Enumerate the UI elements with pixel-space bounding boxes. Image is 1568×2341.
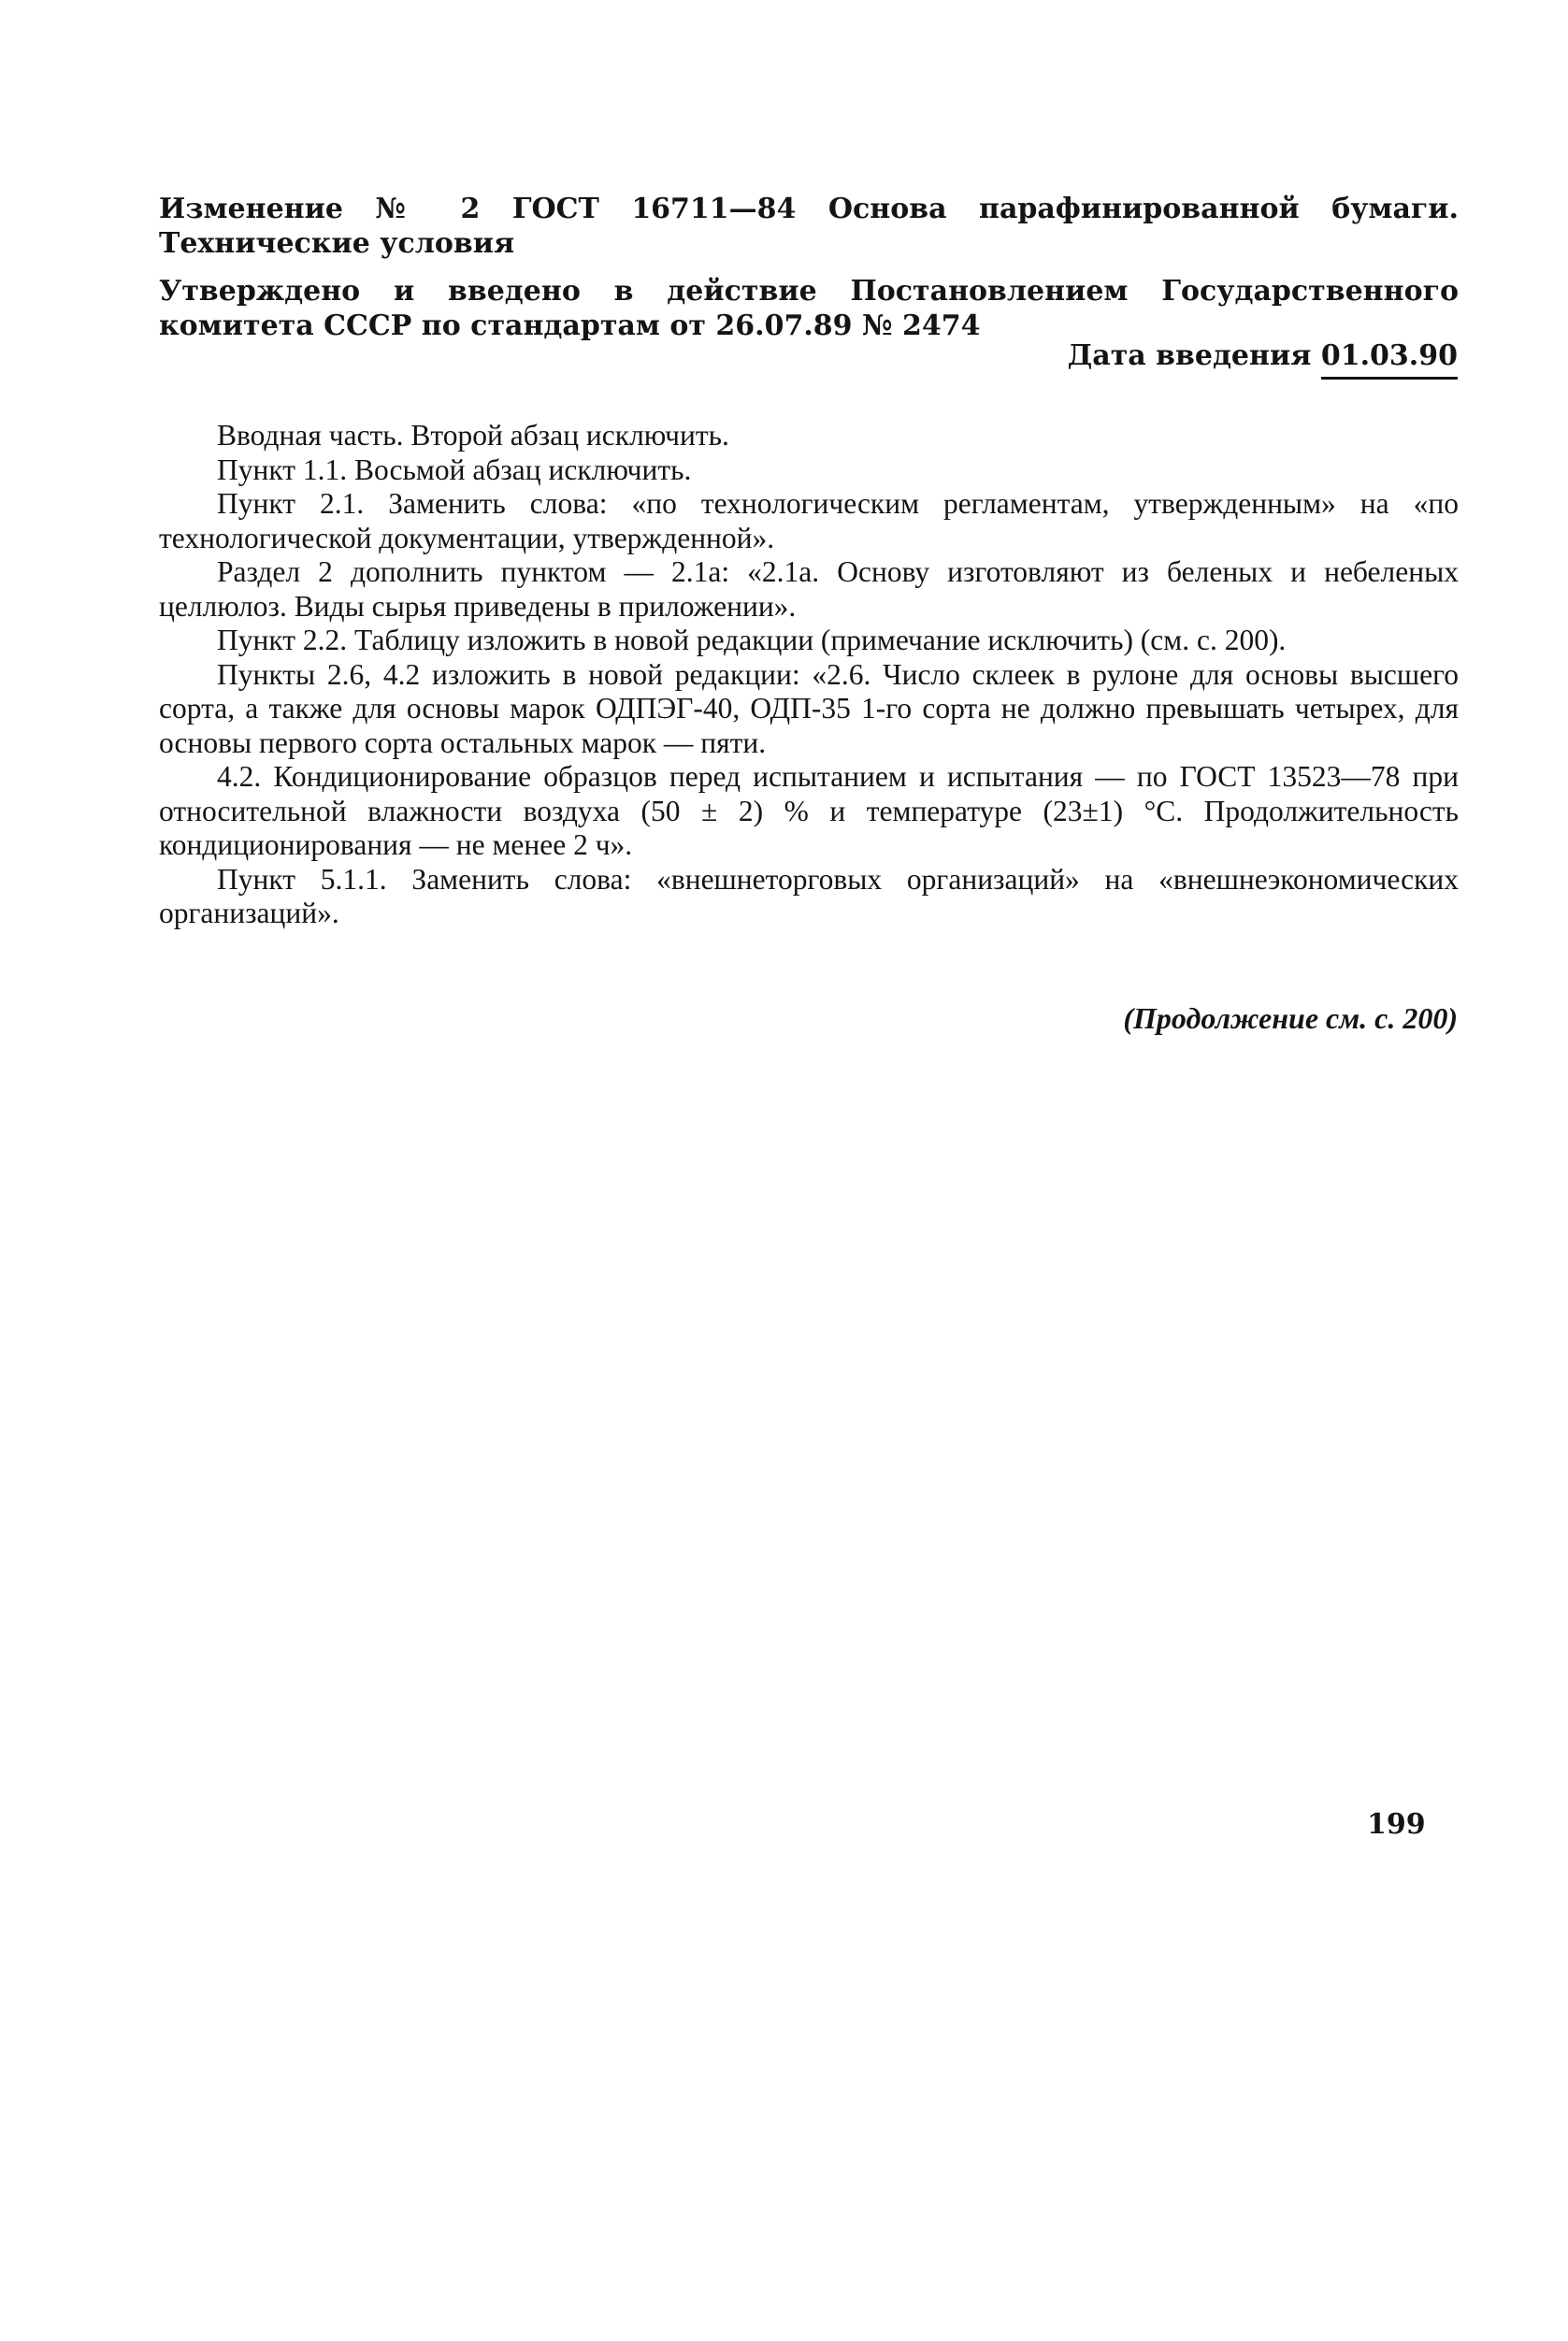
body-paragraph: Вводная часть. Второй абзац исключить.	[217, 419, 729, 452]
amendment-title: Изменение № 2 ГОСТ 16711—84 Основа парафинированной бумаги. Технические условия	[159, 193, 1459, 260]
body-paragraph: Пункт 5.1.1. Заменить слова: «внешнеторговых организаций» на «внешнеэкономических организаций».	[159, 862, 1459, 929]
body-paragraph: Пункт 1.1. Восьмой абзац исключить.	[217, 452, 692, 486]
continuation-note: (Продолжение см. с. 200)	[1123, 1001, 1458, 1035]
body-paragraph: Пункты 2.6, 4.2 изложить в новой редакции: «2.6. Число склеек в рулоне для основы высшего сорта, а также для основы марок ОДПЭГ-40, ОДП-35 1-го сорта не должно превышать четырех, для основы первого сорта остальных марок — пяти.	[159, 657, 1459, 759]
page-number: 199	[1367, 1808, 1426, 1841]
body-paragraph: Пункт 2.1. Заменить слова: «по технологическим регламентам, утвержденным» на «по технологической документации, утвержденной».	[159, 487, 1459, 554]
effective-date	[1068, 338, 1458, 380]
amendment-body	[159, 419, 1459, 931]
approval-statement: Утверждено и введено в действие Постановлением Государственного комитета СССР по стандартам от 26.07.89 № 2474	[159, 275, 1459, 342]
document-header	[159, 192, 1459, 356]
effective-date-value: 01.03.90	[1321, 338, 1458, 380]
effective-date-label: Дата введения	[1067, 339, 1312, 372]
body-paragraph: 4.2. Кондиционирование образцов перед испытанием и испытания — по ГОСТ 13523—78 при относительной влажности воздуха (50 ± 2) % и температуре (23±1) °С. Продолжительность кондиционирования — не менее 2 ч».	[159, 760, 1459, 861]
body-paragraph: Раздел 2 дополнить пунктом — 2.1а: «2.1а. Основу изготовляют из беленых и небеленых целлюлоз. Виды сырья приведены в приложении».	[159, 555, 1459, 623]
body-paragraph: Пункт 2.2. Таблицу изложить в новой редакции (примечание исключить) (см. с. 200).	[217, 624, 1287, 656]
